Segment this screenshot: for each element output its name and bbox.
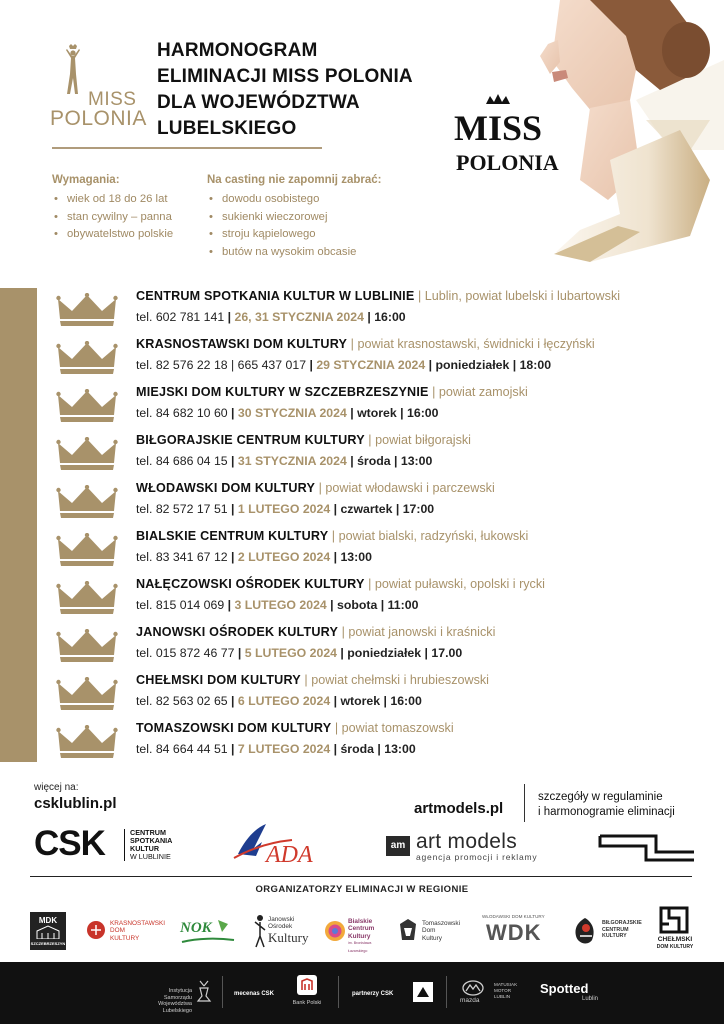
partner-logo-icon [412,981,434,1003]
venue-phone[interactable]: tel. 815 014 069 [136,598,225,612]
event-date: 31 STYCZNIA 2024 [237,454,347,468]
event-day: środa [340,742,374,756]
crown-icon [56,341,118,375]
venue-details-line [136,694,422,708]
details-separator: | [234,646,245,660]
details-separator: | [363,310,375,324]
venue-line [136,337,595,351]
event-day: poniedziałek [435,358,510,372]
schedule-row [52,385,724,431]
venue-phone[interactable]: tel. 84 686 04 15 [136,454,228,468]
event-time: 13:00 [384,742,416,756]
bialskie-emblem-icon [324,920,346,942]
krasnostawski-text-2: DOM [110,927,125,935]
mdk-logo-text: MDK [38,916,58,925]
details-separator: | [224,310,235,324]
schedule-row [52,529,724,575]
event-day: wtorek [357,406,397,420]
venue-details-line [136,406,438,420]
venue-line [136,385,528,399]
details-separator: | [346,454,358,468]
event-time: 18:00 [519,358,552,372]
venue-line [136,721,454,735]
venue-name: BIALSKIE CENTRUM KULTURY [136,529,329,543]
venue-phone[interactable]: tel. 84 664 44 51 [136,742,228,756]
venue-details-line [136,742,416,756]
footer-instytucja-2: Województwa Lubelskiego [158,1001,192,1014]
title-line-1: HARMONOGRAM [157,40,318,61]
bialskie-sub: im. Bronisława Łazarskiego [348,941,372,953]
crown-icon [56,293,118,327]
title-line-4: LUBELSKIEGO [157,118,297,139]
csk-logo-text: CSK [34,824,105,863]
chelmski-text-2: DOM KULTURY [656,943,694,950]
csk-logo [34,826,184,862]
csk-website-link[interactable]: csklublin.pl [34,795,117,812]
details-separator: | [377,598,388,612]
bilgorajskie-text-3: KULTURY [602,933,627,940]
krasnostawski-text-3: KULTURY [110,934,140,942]
footer-instytucja [148,988,192,1014]
csk-sub-2: SPOTKANIA [130,836,173,845]
venue-phone[interactable]: tel. 82 576 22 18 | 665 437 017 [136,358,307,372]
csk-sub-3: KULTUR [130,844,160,853]
ada-logo [232,818,328,866]
event-time: 13:00 [400,454,433,468]
event-day: czwartek [340,502,393,516]
venue-phone[interactable]: tel. 82 563 02 65 [136,694,228,708]
janowski-figure-icon [254,914,266,948]
event-date: 7 LUTEGO 2024 [237,742,331,756]
venue-details-line [136,646,462,660]
venue-separator: | [300,673,312,687]
art-models-logo [386,830,536,864]
venue-details-line [136,550,372,564]
more-info-label: więcej na: [34,782,79,793]
venue-phone[interactable]: tel. 83 341 67 12 [136,550,228,564]
venue-separator: | [328,529,339,543]
miss-polonia-logo [50,44,145,140]
venue-name: JANOWSKI OŚRODEK KULTURY [136,625,339,639]
schedule-row [52,721,724,767]
hero-model-image [440,0,724,270]
venue-region: powiat tomaszowski [341,721,454,735]
venue-details-line [136,310,406,324]
venue-region: Lublin, powiat lubelski i lubartowski [424,289,621,303]
bring-heading: Na casting nie zapomnij zabrać: [207,174,382,186]
details-separator: | [390,454,401,468]
schedule-row [52,433,724,479]
details-note [538,790,675,820]
requirement-item: • stan cywilny – panna [52,209,202,227]
tomaszowski-text-1: Tomaszowski [422,920,460,927]
venue-region: powiat bialski, radzyński, łukowski [338,529,529,543]
venue-details-line [136,358,551,372]
venue-name: MIEJSKI DOM KULTURY W SZCZEBRZESZYNIE [136,385,429,399]
tomaszowski-emblem-icon [398,918,418,942]
tomaszowski-text-2: Dom [422,927,436,935]
footer-mazda: mazda [460,997,480,1004]
venue-separator: | [364,577,375,591]
venue-phone[interactable]: tel. 82 572 17 51 [136,502,228,516]
chelmski-text-1: CHEŁMSKI [657,936,693,943]
venue-region: powiat krasnostawski, świdnicki i łęczyński [357,337,595,351]
venue-separator: | [347,337,358,351]
chelmski-emblem-icon [659,906,689,934]
krasnostawski-logo [86,908,166,954]
venue-phone[interactable]: tel. 015 872 46 77 [136,646,235,660]
venue-region: powiat włodawski i parczewski [325,481,495,495]
schedule-row [52,337,724,383]
janowski-text-3: Kultury [268,929,309,945]
bilgorajskie-emblem-icon [572,916,598,946]
details-separator: | [227,454,238,468]
crown-icon [56,533,118,567]
details-separator: | [227,406,238,420]
page-title [157,38,457,142]
event-time: 16:00 [390,694,422,708]
event-date: 30 STYCZNIA 2024 [237,406,347,420]
details-separator: | [373,742,385,756]
bialskie-text-1: Bialskie [348,918,373,925]
event-day: sobota [337,598,378,612]
venue-separator: | [315,481,326,495]
venue-region: powiat puławski, opolski i rycki [374,577,545,591]
event-time: 16:00 [407,406,439,420]
title-line-2: ELIMINACJI MISS POLONIA [157,66,413,87]
nok-logo [178,908,238,954]
hero-logo-polonia: POLONIA [456,150,559,175]
details-line-1: szczegóły w regulaminie [538,791,663,803]
details-separator: | [306,358,317,372]
nok-logo-text: NOK [180,920,212,936]
tomaszowski-logo [398,908,468,954]
requirement-item: • obywatelstwo polskie [52,226,202,244]
am-subtitle: agencja promocji i reklamy [416,852,538,862]
ada-logo-text: ADA [266,842,313,866]
details-separator: | [330,502,341,516]
venue-phone[interactable]: tel. 84 682 10 60 [136,406,228,420]
footer-partnerzy: partnerzy CSK [352,991,394,997]
footer-separator [446,976,447,1008]
bank-logo-icon [296,974,318,996]
details-separator: | [380,694,391,708]
details-separator: | [425,358,436,372]
bring-item: • sukienki wieczorowej [207,209,407,227]
venue-name: CENTRUM SPOTKANIA KULTUR W LUBLINIE [136,289,415,303]
venue-name: WŁODAWSKI DOM KULTURY [136,481,316,495]
janowski-text-1: Janowski [268,916,295,923]
side-accent-bar [0,288,37,762]
venue-details-line [136,454,432,468]
bialskie-text-2: Centrum [348,925,375,933]
event-date: 1 LUTEGO 2024 [237,502,331,516]
venue-region: powiat zamojski [438,385,528,399]
footer-bank: Bank Polski [292,1000,322,1006]
details-separator: | [337,646,348,660]
venue-line [136,673,489,687]
csk-sub-1: CENTRUM [130,828,166,837]
wdk-top-text: WŁODAWSKI DOM KULTURY [482,914,545,919]
details-separator: | [227,694,238,708]
spotted-sub: Lublin [582,996,599,1002]
footer-mazda-dealer-3: LUBLIN [494,994,511,999]
details-separator: | [330,550,341,564]
artmodels-website-link[interactable]: artmodels.pl [414,800,504,817]
janowski-logo [254,908,314,954]
details-separator: | [326,598,338,612]
details-separator: | [330,694,341,708]
event-date: 29 STYCZNIA 2024 [316,358,426,372]
bilgorajskie-text-2: CENTRUM [602,926,629,933]
details-separator: | [227,502,238,516]
venue-line [136,433,471,447]
event-date: 3 LUTEGO 2024 [234,598,327,612]
requirements-section [52,174,202,244]
schedule-row [52,481,724,527]
details-separator: | [330,742,341,756]
partner-mark-icon [598,830,696,864]
title-divider [52,147,322,149]
footer-mecenas: mecenas CSK [234,991,275,997]
dancer-icon [238,824,266,856]
mdk-sub: SZCZEBRZESZYN [30,941,66,946]
bring-item: • stroju kąpielowego [207,226,407,244]
crown-icon [56,629,118,663]
venue-separator: | [364,433,376,447]
event-day: wtorek [340,694,381,708]
footer-mazda-dealer [494,982,517,1000]
venue-line [136,577,545,591]
requirement-item: • wiek od 18 do 26 lat [52,191,202,209]
details-separator: | [421,646,432,660]
venue-details-line [136,502,434,516]
venue-separator: | [338,625,349,639]
venue-name: TOMASZOWSKI DOM KULTURY [136,721,332,735]
footer-instytucja-1: Instytucja Samorządu [163,988,192,1001]
building-icon [35,925,61,939]
event-time: 17.00 [431,646,463,660]
event-date: 2 LUTEGO 2024 [237,550,331,564]
bring-section [207,174,407,262]
footer-separator [222,976,223,1008]
schedule-row [52,673,724,719]
venue-separator: | [414,289,425,303]
event-date: 6 LUTEGO 2024 [237,694,331,708]
schedule-row [52,625,724,671]
crown-icon [56,485,118,519]
organizers-divider [30,876,692,877]
venue-region: powiat biłgorajski [375,433,471,447]
csk-sub-4: W LUBLINIE [130,852,171,861]
details-separator: | [224,598,235,612]
details-separator: | [346,406,358,420]
krasnostawski-text-1: KRASNOSTAWSKI [110,920,166,927]
venue-phone[interactable]: tel. 602 781 141 [136,310,225,324]
venue-region: powiat janowski i kraśnicki [348,625,496,639]
title-line-3: DLA WOJEWÓDZTWA [157,92,360,113]
wdk-logo [482,908,554,954]
event-time: 11:00 [387,598,419,612]
am-icon: am [386,836,410,856]
details-separator: | [227,742,238,756]
am-title: art models [416,830,518,853]
janowski-text-2: Ośrodek [268,923,293,931]
venue-separator: | [331,721,342,735]
venue-separator: | [428,385,439,399]
logo-line-miss: MISS [88,89,137,110]
crown-icon [56,389,118,423]
footer-mazda-dealer-2: MOTOR [494,988,512,993]
hero-logo-miss: MISS [454,108,543,148]
schedule-row [52,289,724,335]
mazda-logo-icon [462,980,484,996]
mdk-logo [30,912,66,950]
crown-icon [56,437,118,471]
requirements-heading: Wymagania: [52,174,120,186]
details-separator: | [227,550,238,564]
crown-icon [56,725,118,759]
details-line-2: i harmonogramie eliminacji [538,806,675,818]
event-date: 26, 31 STYCZNIA 2024 [234,310,364,324]
chelmski-logo [654,906,696,958]
crown-icon [56,677,118,711]
deer-emblem-icon [196,980,212,1002]
bialskie-logo [324,908,384,954]
footer-separator [338,976,339,1008]
krasnostawski-emblem-icon [86,920,106,940]
venue-name: NAŁĘCZOWSKI OŚRODEK KULTURY [136,577,365,591]
bilgorajskie-logo [572,908,642,954]
event-time: 16:00 [374,310,406,324]
event-date: 5 LUTEGO 2024 [244,646,338,660]
venue-line [136,481,495,495]
info-divider [524,784,525,822]
footer-mazda-dealer-1: MATUSIAK [494,982,518,987]
bialskie-text-3: Kultury [348,932,371,940]
venue-name: KRASNOSTAWSKI DOM KULTURY [136,337,348,351]
event-day: środa [357,454,391,468]
bilgorajskie-text-1: BIŁGORAJSKIE [602,920,642,926]
venue-name: BIŁGORAJSKIE CENTRUM KULTURY [136,433,365,447]
tomaszowski-text-3: Kultury [422,934,442,942]
bring-item: • dowodu osobistego [207,191,407,209]
venue-name: CHEŁMSKI DOM KULTURY [136,673,301,687]
details-separator: | [509,358,520,372]
event-time: 17:00 [402,502,435,516]
details-separator: | [392,502,403,516]
event-time: 13:00 [340,550,372,564]
wdk-logo-text: WDK [486,920,542,945]
event-day: poniedziałek [347,646,422,660]
bring-item: • butów na wysokim obcasie [207,244,407,262]
details-separator: | [396,406,408,420]
venue-region: powiat chełmski i hrubieszowski [311,673,489,687]
schedule-row [52,577,724,623]
venue-line [136,625,495,639]
organizers-heading: ORGANIZATORZY ELIMINACJI W REGIONIE [255,884,469,895]
crown-icon [56,581,118,615]
venue-details-line [136,598,418,612]
venue-line [136,529,528,543]
spotted-logo: Spotted [540,981,589,996]
venue-line [136,289,620,303]
logo-line-polonia: POLONIA [50,107,147,130]
